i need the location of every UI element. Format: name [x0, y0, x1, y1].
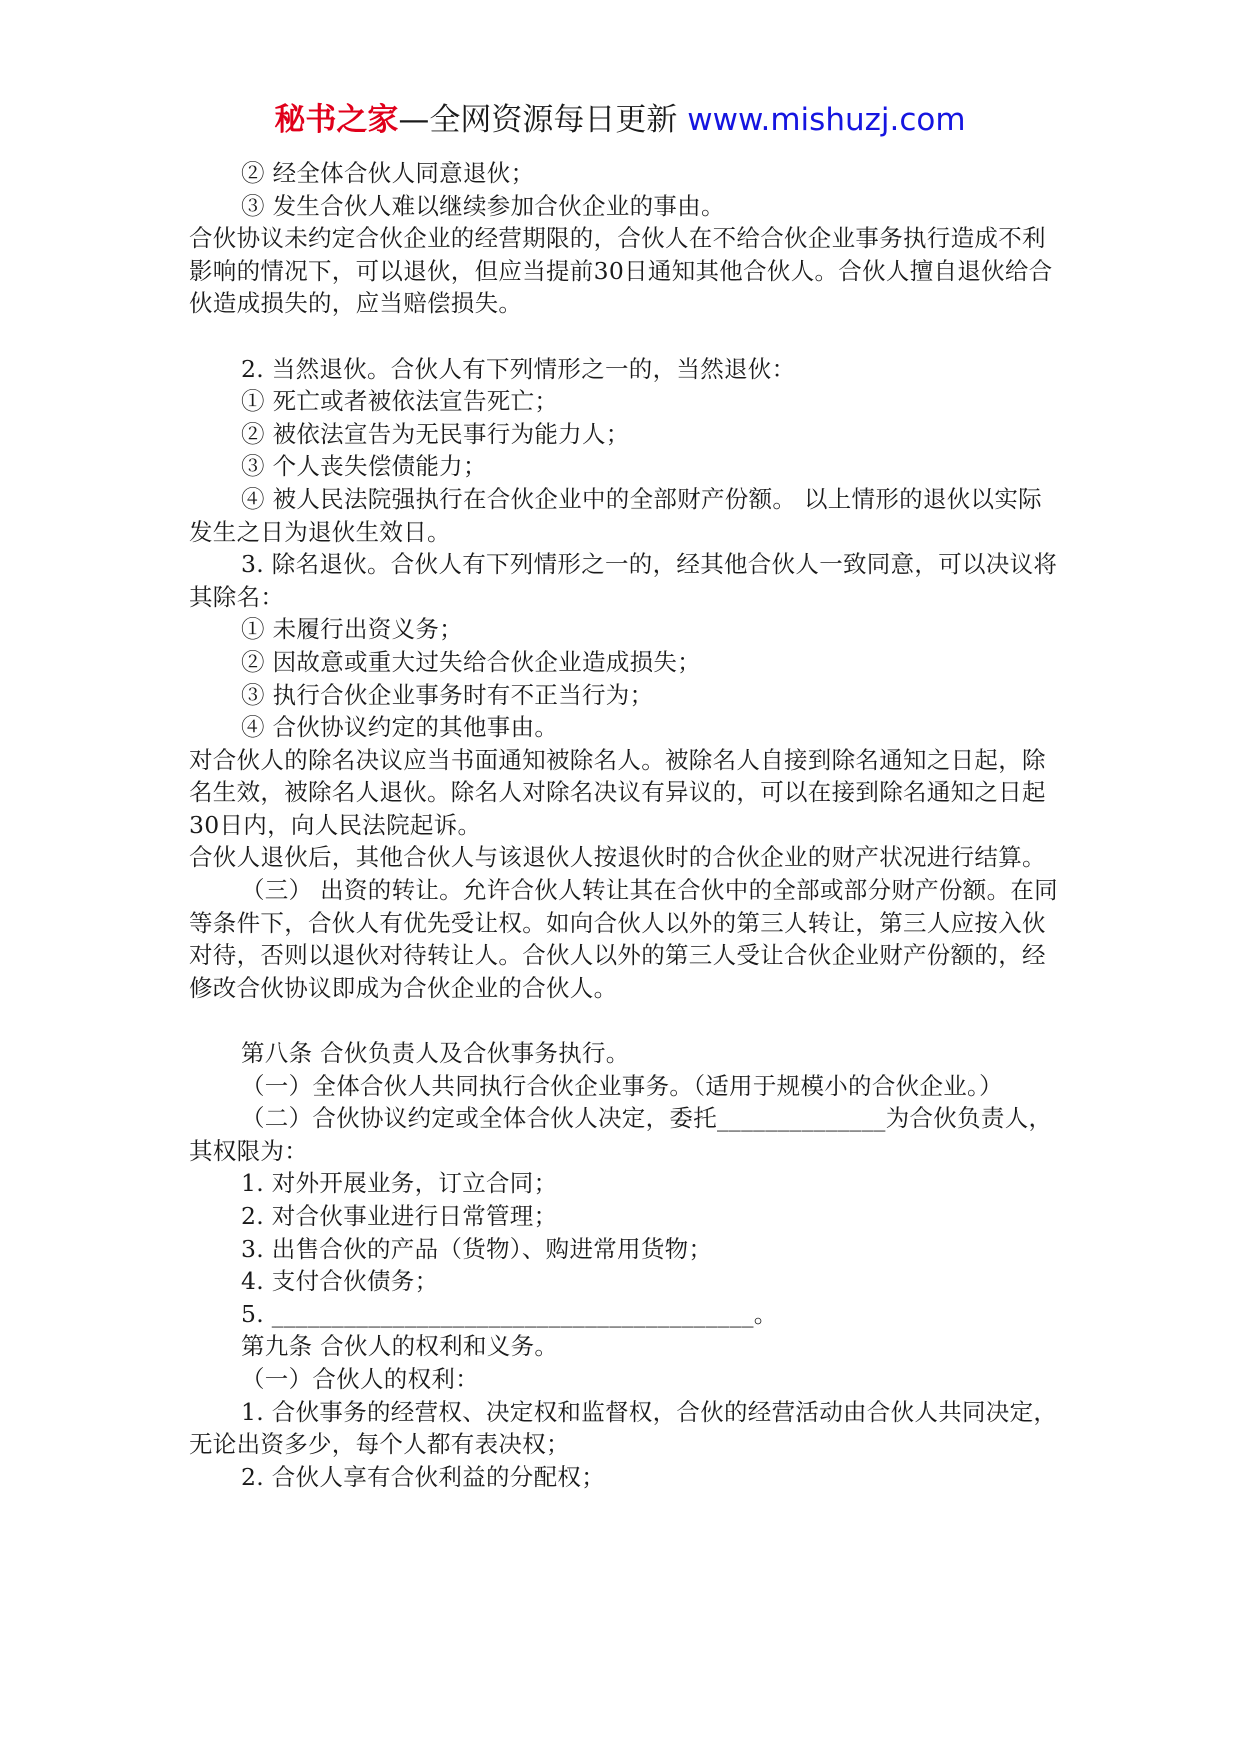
list-item: 1. 合伙事务的经营权、决定权和监督权，合伙的经营活动由合伙人共同决定，无论出资多少，每个人都有表决权；	[189, 1397, 1058, 1459]
paragraph: 合伙人退伙后，其他合伙人与该退伙人按退伙时的合伙企业的财产状况进行结算。	[189, 843, 1046, 872]
page-header	[0, 100, 1240, 140]
section-heading: 第九条 合伙人的权利和义务。	[241, 1332, 559, 1361]
paragraph: 2. 当然退伙。合伙人有下列情形之一的，当然退伙：	[241, 354, 796, 383]
paragraph: ① 未履行出资义务；	[241, 615, 463, 644]
list-item: 4. 支付合伙债务；	[241, 1267, 439, 1296]
header-tagline: —全网资源每日更新	[398, 102, 678, 138]
header-brand: 秘书之家	[274, 102, 399, 138]
list-item: 3. 出售合伙的产品（货物）、购进常用货物；	[241, 1234, 713, 1263]
paragraph: ③ 执行合伙企业事务时有不正当行为；	[241, 680, 654, 709]
section-heading: 第八条 合伙负责人及合伙事务执行。	[241, 1039, 630, 1068]
paragraph: （二）合伙协议约定或全体合伙人决定，委托______________为合伙负责人，其权限为：	[189, 1104, 1053, 1165]
paragraph: （一）全体合伙人共同执行合伙企业事务。（适用于规模小的合伙企业。）	[241, 1071, 1003, 1100]
list-item: 2. 合伙人享有合伙利益的分配权；	[241, 1462, 605, 1491]
paragraph: ② 经全体合伙人同意退伙；	[241, 159, 535, 187]
list-item: 1. 对外开展业务，订立合同；	[241, 1169, 558, 1198]
blank-line	[189, 320, 1061, 353]
paragraph: ④ 合伙协议约定的其他事由。	[241, 713, 559, 742]
list-item: 2. 对合伙事业进行日常管理；	[241, 1202, 558, 1230]
paragraph: ② 因故意或重大过失给合伙企业造成损失；	[241, 647, 701, 676]
paragraph: ③ 发生合伙人难以继续参加合伙企业的事由。	[241, 191, 725, 220]
paragraph: （一）合伙人的权利：	[241, 1364, 479, 1393]
paragraph: ① 死亡或者被依法宣告死亡；	[241, 387, 559, 416]
paragraph: 对合伙人的除名决议应当书面通知被除名人。被除名人自接到除名通知之日起，除名生效，被除名人退伙。除名人对除名决议有异议的，可以在接到除名通知之日起30日内，向人民法院起诉。	[189, 745, 1046, 839]
document-body	[189, 157, 1061, 1493]
paragraph: ③ 个人丧失偿债能力；	[241, 452, 487, 481]
blank-line	[189, 1004, 1061, 1037]
paragraph: 3. 除名退伙。合伙人有下列情形之一的，经其他合伙人一致同意，可以决议将其除名：	[189, 550, 1058, 611]
paragraph: （三） 出资的转让。允许合伙人转让其在合伙中的全部或部分财产份额。在同等条件下，合伙人有优先受让权。如向合伙人以外的第三人转让，第三人应按入伙对待，否则以退伙对待转让人。合伙人以外的第三人受让合伙企业财产份额的，经修改合伙协议即成为合伙企业的合伙人。	[189, 876, 1058, 1002]
paragraph: ② 被依法宣告为无民事行为能力人；	[241, 419, 630, 448]
list-item: 5. ________________________________________。	[241, 1299, 778, 1328]
paragraph: ④ 被人民法院强执行在合伙企业中的全部财产份额。 以上情形的退伙以实际发生之日为退伙生效日。	[189, 484, 1042, 546]
header-url-link[interactable]: www.mishuzj.com	[687, 102, 966, 138]
paragraph: 合伙协议未约定合伙企业的经营期限的，合伙人在不给合伙企业事务执行造成不利影响的情况下，可以退伙，但应当提前30日通知其他合伙人。合伙人擅自退伙给合伙造成损失的，应当赔偿损失。	[189, 224, 1053, 318]
